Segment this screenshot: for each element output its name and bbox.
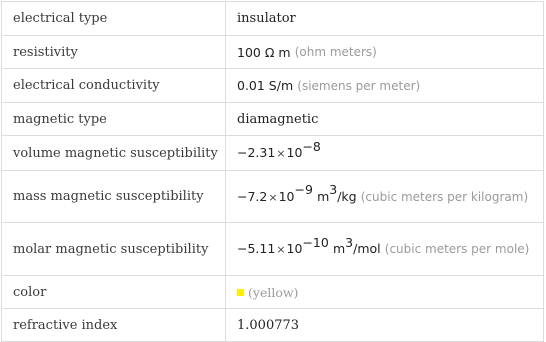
value-text: insulator (237, 11, 296, 26)
property-value (226, 276, 543, 308)
value-text: 100 Ω m (237, 44, 291, 60)
property-label: electrical type (2, 2, 226, 35)
times-sign: × (276, 147, 286, 160)
table-row (2, 2, 543, 35)
property-label: electrical conductivity (2, 69, 226, 102)
power-base: 10 (278, 188, 295, 204)
property-label: molar magnetic susceptibility (2, 223, 226, 275)
table-row (2, 135, 543, 170)
table-row (2, 222, 543, 275)
exponent: −10 (302, 234, 329, 250)
exponent: −9 (294, 182, 313, 198)
mantissa: −7.2 (237, 188, 268, 204)
property-value (226, 103, 543, 135)
unit-description: (siemens per meter) (297, 78, 421, 93)
property-label: resistivity (2, 36, 226, 68)
table-row (2, 170, 543, 222)
property-label: refractive index (2, 309, 226, 341)
unit-exponent: 3 (329, 182, 338, 198)
property-value (226, 136, 543, 170)
property-label: magnetic type (2, 103, 226, 135)
mantissa: −5.11 (237, 241, 276, 256)
property-value (226, 309, 543, 341)
table-row (2, 102, 543, 135)
unit-description: (cubic meters per mole) (384, 242, 530, 256)
table-row (2, 35, 543, 68)
property-label: mass magnetic susceptibility (2, 171, 226, 222)
exponent: −8 (302, 138, 321, 154)
times-sign: × (276, 243, 286, 256)
table-row (2, 308, 543, 341)
value-text: 1.000773 (237, 317, 300, 333)
unit-main: m (332, 241, 346, 256)
property-value (226, 2, 543, 35)
property-label: volume magnetic susceptibility (2, 136, 226, 170)
yellow-color-swatch (237, 289, 244, 296)
unit-main: m (317, 188, 330, 204)
property-label: color (2, 276, 226, 308)
power-base: 10 (286, 241, 303, 256)
property-value (226, 69, 543, 102)
properties-table (1, 1, 544, 342)
unit-description: (ohm meters) (294, 45, 377, 59)
property-value (226, 171, 543, 222)
times-sign: × (268, 190, 278, 204)
value-text: diamagnetic (237, 111, 319, 127)
power-base: 10 (286, 145, 303, 160)
mantissa: −2.31 (237, 145, 276, 160)
color-name: (yellow) (248, 284, 299, 300)
property-value (226, 36, 543, 68)
unit-description: (cubic meters per kilogram) (360, 189, 529, 204)
unit-tail: /mol (353, 241, 381, 256)
unit-tail: /kg (337, 188, 357, 204)
table-row (2, 275, 543, 308)
property-value (226, 223, 543, 275)
value-text: 0.01 S/m (237, 78, 294, 93)
table-row (2, 68, 543, 102)
unit-exponent: 3 (345, 234, 354, 250)
